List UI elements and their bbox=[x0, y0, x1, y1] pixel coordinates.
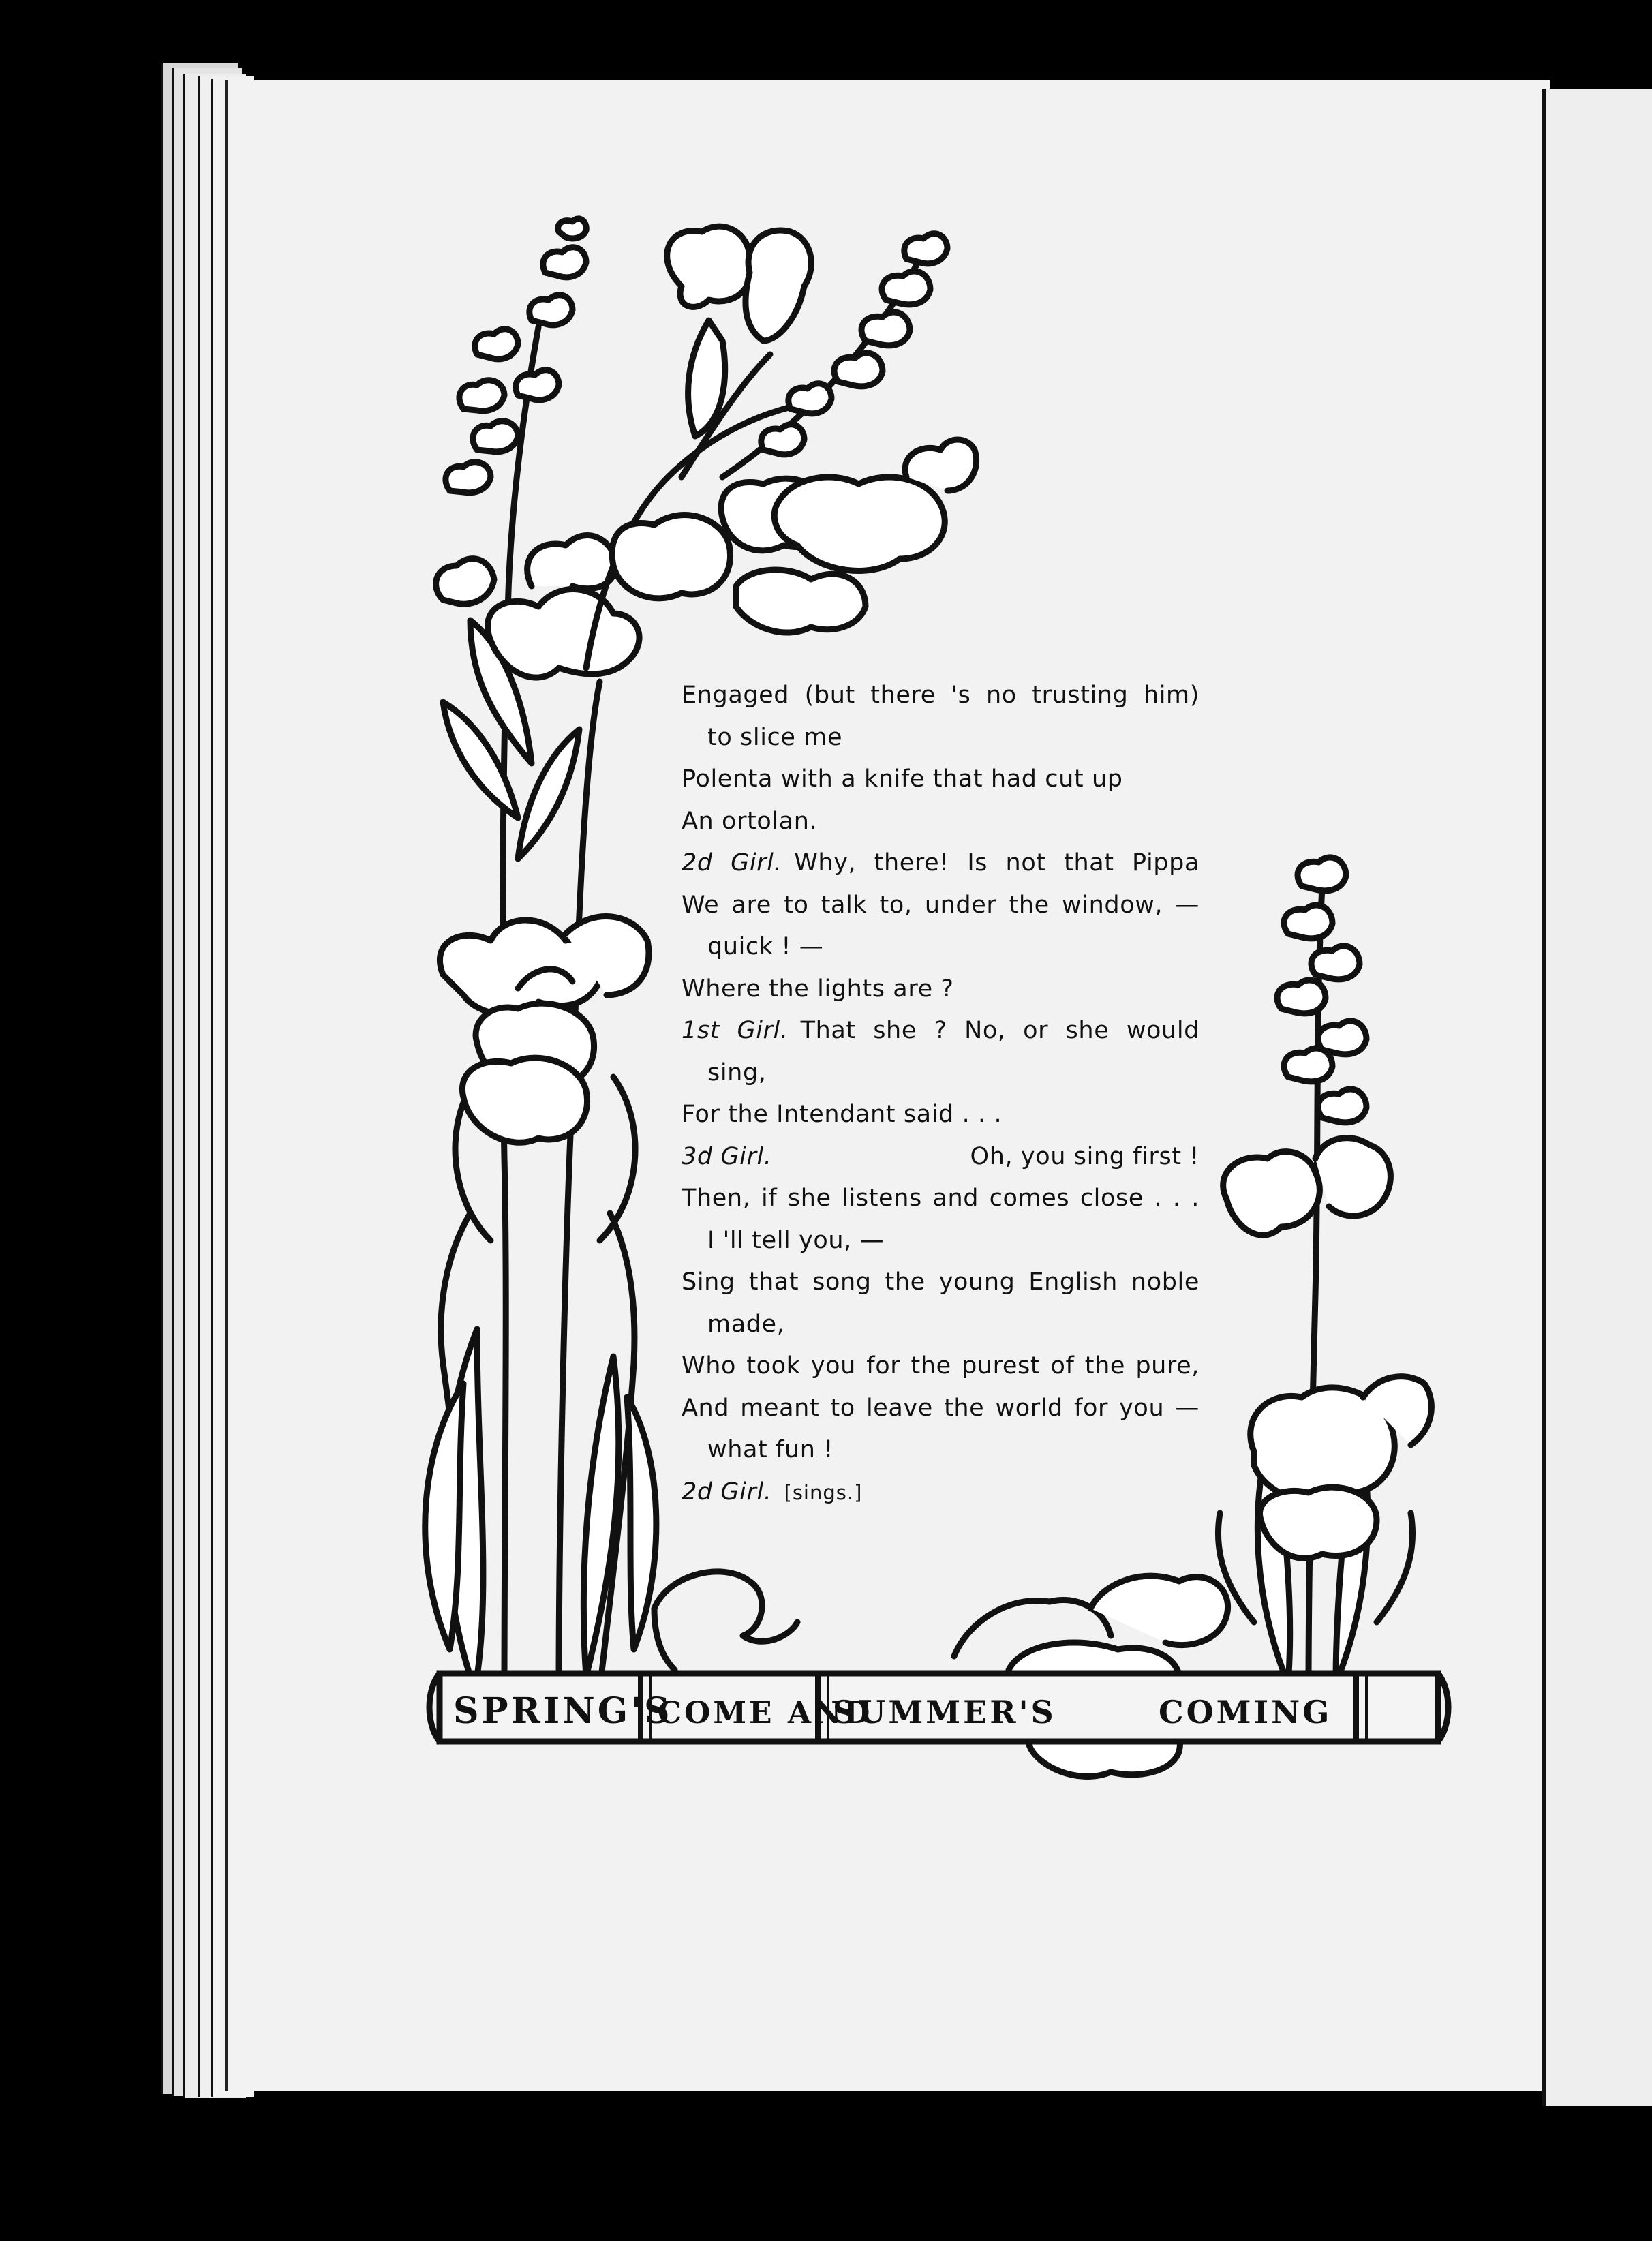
verse-line: made, bbox=[707, 1310, 785, 1338]
verse-line: We are to talk to, under the window, — bbox=[682, 891, 1199, 919]
verse-line: Sing that song the young English noble bbox=[682, 1268, 1199, 1296]
speaker-label: 3d Girl. bbox=[682, 1142, 772, 1170]
verse-line: quick ! — bbox=[707, 933, 824, 960]
banner-word-1: SPRING'S bbox=[453, 1690, 673, 1732]
verse-line bbox=[682, 842, 1199, 885]
speaker-label: 2d Girl. bbox=[682, 849, 782, 876]
speech-text: That she ? No, or she would bbox=[800, 1017, 1199, 1044]
banner-word-2: COME AND bbox=[658, 1696, 873, 1731]
verse-line: For the Intendant said . . . bbox=[682, 1101, 1003, 1128]
verse-line: sing, bbox=[707, 1058, 767, 1086]
speaker-label: 1st Girl. bbox=[682, 1017, 789, 1044]
verse-line: to slice me bbox=[707, 723, 843, 751]
verse-line: Where the lights are ? bbox=[682, 975, 954, 1003]
speaker-label: 2d Girl. bbox=[682, 1478, 772, 1506]
banner-word-3: SUMMER'S bbox=[833, 1694, 1056, 1731]
verse-line: And meant to leave the world for you — bbox=[682, 1394, 1199, 1422]
verse-line: Polenta with a knife that had cut up bbox=[682, 765, 1123, 793]
verse-line: An ortolan. bbox=[682, 807, 818, 835]
banner-scroll bbox=[429, 1673, 1448, 1741]
speech-text: Why, there! Is not that Pippa bbox=[794, 849, 1199, 876]
verse-line bbox=[682, 1010, 1199, 1052]
verse-block bbox=[682, 675, 1199, 1513]
verse-line: Engaged (but there 's no trusting him) bbox=[682, 682, 1199, 709]
verse-line bbox=[682, 1472, 1199, 1514]
stage-direction: [sings.] bbox=[784, 1480, 863, 1504]
banner-word-4: COMING bbox=[1159, 1694, 1332, 1731]
verse-line: what fun ! bbox=[707, 1436, 833, 1463]
verse-line: I 'll tell you, — bbox=[707, 1226, 885, 1254]
verse-line bbox=[682, 1136, 1199, 1178]
verse-line: Then, if she listens and comes close . . . bbox=[682, 1185, 1199, 1212]
speech-text: Oh, you sing first ! bbox=[970, 1142, 1199, 1170]
verse-line: Who took you for the purest of the pure, bbox=[682, 1352, 1199, 1379]
